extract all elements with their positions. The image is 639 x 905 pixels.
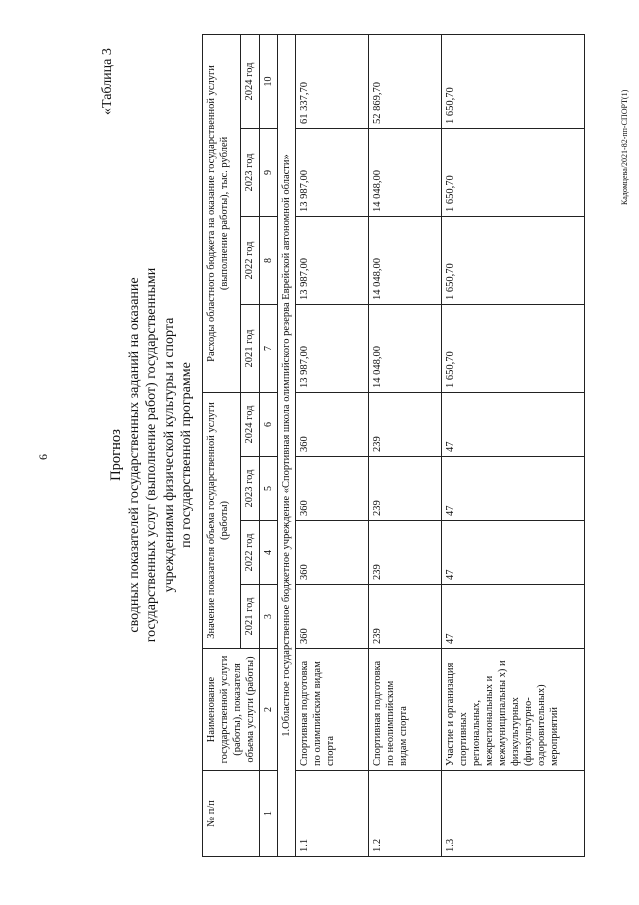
header-year: 2024 год bbox=[241, 392, 260, 456]
title-line: по государственной программе bbox=[179, 362, 194, 548]
institution-row bbox=[278, 34, 296, 856]
row-volume: 239 bbox=[369, 585, 442, 649]
page-number: 6 bbox=[36, 454, 50, 460]
column-number: 1 bbox=[260, 771, 278, 857]
header-row-group bbox=[203, 34, 241, 856]
row-expense: 1 650,70 bbox=[442, 128, 585, 216]
row-expense: 14 048,00 bbox=[369, 128, 442, 216]
row-name: Спортивная подготовка по олимпийским видам спорта bbox=[296, 649, 369, 771]
column-number: 4 bbox=[260, 521, 278, 585]
document-title bbox=[108, 175, 196, 735]
row-volume: 360 bbox=[296, 392, 369, 456]
column-number-row bbox=[260, 34, 278, 856]
row-volume: 239 bbox=[369, 392, 442, 456]
header-num: № п/п bbox=[203, 771, 260, 857]
column-number: 3 bbox=[260, 585, 278, 649]
column-number: 8 bbox=[260, 216, 278, 304]
row-num: 1.3 bbox=[442, 771, 585, 857]
row-num: 1.2 bbox=[369, 771, 442, 857]
row-name: Спортивная подготовка по неолимпийским видам спорта bbox=[369, 649, 442, 771]
row-expense: 13 987,00 bbox=[296, 128, 369, 216]
row-expense: 1 650,70 bbox=[442, 304, 585, 392]
column-number: 6 bbox=[260, 392, 278, 456]
row-volume: 47 bbox=[442, 457, 585, 521]
row-expense: 1 650,70 bbox=[442, 34, 585, 128]
header-year: 2021 год bbox=[241, 585, 260, 649]
row-volume: 47 bbox=[442, 585, 585, 649]
table-label: «Таблица 3 bbox=[100, 48, 115, 115]
table-row bbox=[442, 34, 585, 856]
row-volume: 47 bbox=[442, 521, 585, 585]
title-line: учреждениями физической культуры и спорта bbox=[161, 317, 177, 593]
title-line: государственных услуг (выполнение работ) государственными bbox=[144, 267, 159, 643]
institution-name: 1.Областное государственное бюджетное учреждение «Спортивная школа олимпийского резерва Еврейской автономной области» bbox=[278, 34, 296, 856]
column-number: 2 bbox=[260, 649, 278, 771]
row-volume: 360 bbox=[296, 457, 369, 521]
header-year: 2021 год bbox=[241, 304, 260, 392]
row-name: Участие и организация спортивных региональных, межрегиональных и межмуниципальны х) и физкультурных (физкультурно-оздоровительных) мероприятий bbox=[442, 649, 585, 771]
title-line: Прогноз bbox=[108, 429, 124, 481]
row-expense: 61 337,70 bbox=[296, 34, 369, 128]
row-volume: 239 bbox=[369, 521, 442, 585]
column-number: 9 bbox=[260, 128, 278, 216]
title-line: сводных показателей государственных заданий на оказание bbox=[126, 277, 142, 633]
header-expenses-group: Расходы областного бюджета на оказание государственной услуги (выполнение работы), тыс. рублей bbox=[203, 34, 241, 392]
header-year: 2022 год bbox=[241, 216, 260, 304]
row-expense: 14 048,00 bbox=[369, 216, 442, 304]
header-year: 2023 год bbox=[241, 128, 260, 216]
header-year: 2022 год bbox=[241, 521, 260, 585]
row-expense: 13 987,00 bbox=[296, 216, 369, 304]
column-number: 10 bbox=[260, 34, 278, 128]
row-volume: 47 bbox=[442, 392, 585, 456]
table-row bbox=[369, 34, 442, 856]
table-row bbox=[296, 34, 369, 856]
row-expense: 1 650,70 bbox=[442, 216, 585, 304]
header-year: 2024 год bbox=[241, 34, 260, 128]
document-code: Кадомцева/2021-82-пп-СПОРТ(1) bbox=[620, 89, 629, 205]
row-volume: 360 bbox=[296, 521, 369, 585]
forecast-table bbox=[202, 34, 585, 857]
header-year: 2023 год bbox=[241, 457, 260, 521]
header-volume-group: Значение показателя объема государственной услуги (работы) bbox=[203, 392, 241, 648]
column-number: 5 bbox=[260, 457, 278, 521]
column-number: 7 bbox=[260, 304, 278, 392]
row-expense: 13 987,00 bbox=[296, 304, 369, 392]
row-expense: 52 869,70 bbox=[369, 34, 442, 128]
header-name: Наименование государственной услуги (работы), показателя объема услуги (работы) bbox=[203, 649, 260, 771]
row-num: 1.1 bbox=[296, 771, 369, 857]
row-volume: 239 bbox=[369, 457, 442, 521]
row-expense: 14 048,00 bbox=[369, 304, 442, 392]
row-volume: 360 bbox=[296, 585, 369, 649]
